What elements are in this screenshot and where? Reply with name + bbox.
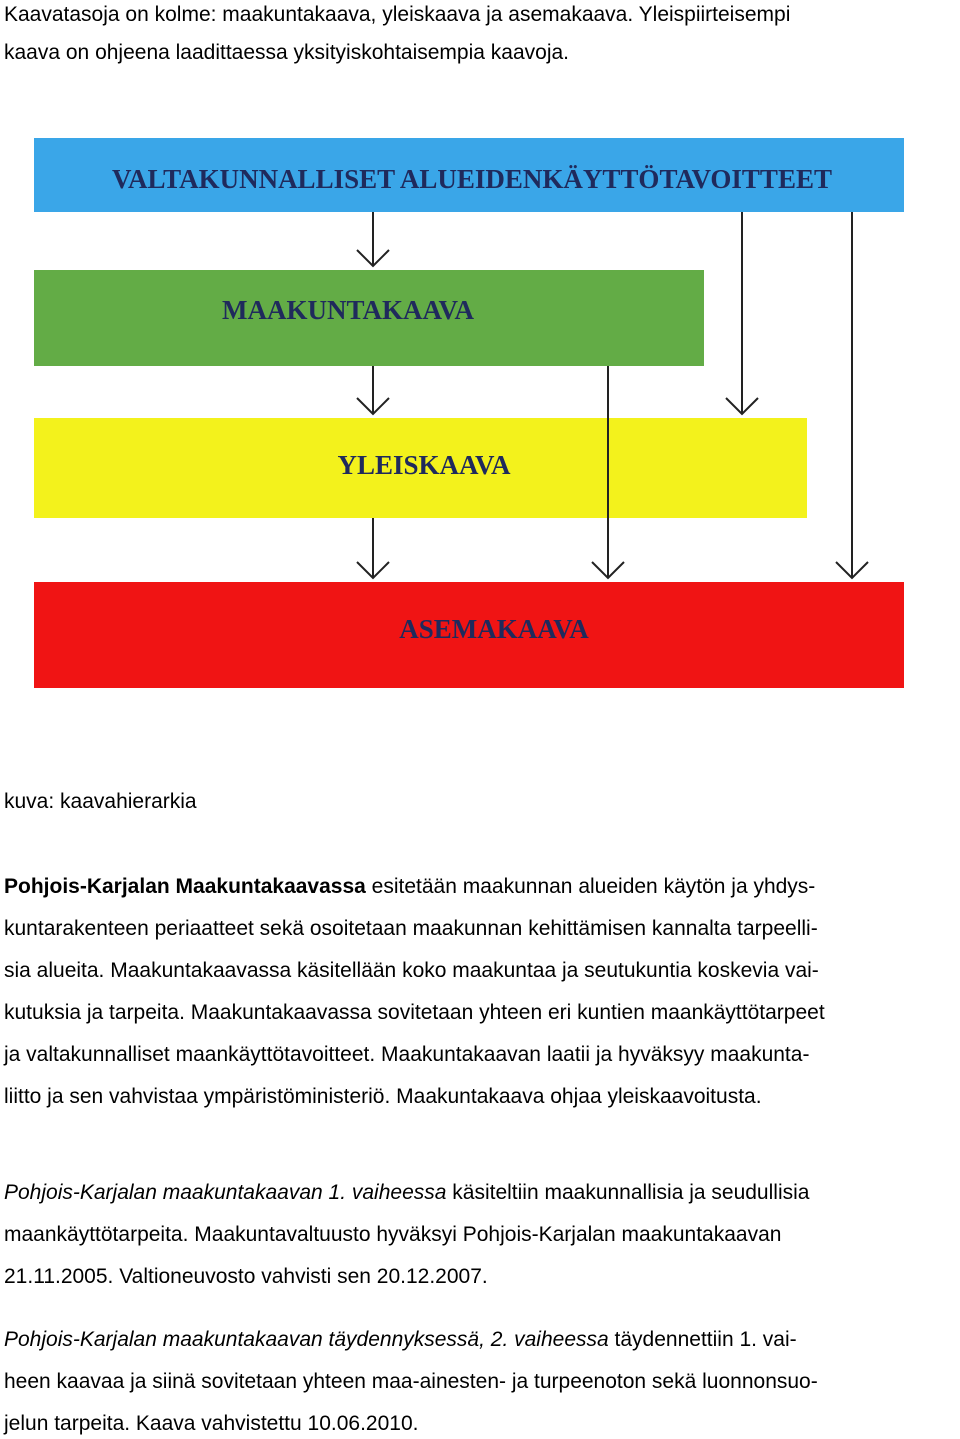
arrow-goals-to-regional	[357, 212, 389, 266]
para1-line-2: kuntarakenteen periaatteet sekä osoitetaan maakunnan kehittämisen kannalta tarpeelli-	[4, 917, 818, 940]
intro-line-2: kaava on ohjeena laadittaessa yksityiskohtaisempia kaavoja.	[4, 41, 570, 64]
para1-line-4: kutuksia ja tarpeita. Maakuntakaavassa sovitetaan yhteen eri kuntien maankäyttötarpeet	[4, 1001, 825, 1024]
plan-hierarchy-diagram	[0, 0, 960, 700]
arrow-master-to-detailed	[357, 518, 389, 578]
level-label-regional-plan: MAAKUNTAKAAVA	[221, 295, 475, 325]
para2-line-3: 21.11.2005. Valtioneuvosto vahvisti sen 20.12.2007.	[4, 1265, 488, 1288]
arrow-goals-to-master	[726, 212, 758, 414]
para1-line-3: sia alueita. Maakuntakaavassa käsitellään koko maakuntaa ja seutukuntia koskevia vai-	[4, 959, 819, 982]
para3-italic-title: Pohjois-Karjalan maakuntakaavan täydennyksessä, 2. vaiheessa	[4, 1328, 609, 1351]
level-label-detailed-plan: ASEMAKAAVA	[399, 614, 589, 644]
arrow-regional-to-master	[357, 366, 389, 414]
para2-italic-title: Pohjois-Karjalan maakuntakaavan 1. vaiheessa	[4, 1181, 447, 1204]
para1-line-6: liitto ja sen vahvistaa ympäristöministeriö. Maakuntakaava ohjaa yleiskaavoitusta.	[4, 1085, 762, 1108]
para3-line-2: heen kaavaa ja siinä sovitetaan yhteen maa-ainesten- ja turpeenoton sekä luonnonsuo-	[4, 1370, 818, 1393]
para3-line-3: jelun tarpeita. Kaava vahvistettu 10.06.2010.	[4, 1412, 419, 1435]
para1-line-5: ja valtakunnalliset maankäyttötavoitteet. Maakuntakaavan laatii ja hyväksyy maakunta-	[4, 1043, 810, 1066]
para3-line-1-rest: täydennettiin 1. vai-	[608, 1328, 797, 1351]
arrow-goals-to-detailed	[836, 212, 868, 578]
para1-line-1-rest: esitetään maakunnan alueiden käytön ja yhdys-	[365, 875, 816, 898]
para2-line-1-rest: käsiteltiin maakunnallisia ja seudullisia	[446, 1181, 810, 1204]
intro-line-1: Kaavatasoja on kolme: maakuntakaava, yleiskaava ja asemakaava. Yleispiirteisempi	[4, 3, 791, 26]
para2-line-1	[4, 1178, 809, 1208]
para1-bold-title: Pohjois-Karjalan Maakuntakaavassa	[4, 875, 366, 898]
para1-line-1	[4, 872, 815, 902]
para2-line-2: maankäyttötarpeita. Maakuntavaltuusto hyväksyi Pohjois-Karjalan maakuntakaavan	[4, 1223, 782, 1246]
level-label-national-goals: VALTAKUNNALLISET ALUEIDENKÄYTTÖTAVOITTEET	[112, 164, 832, 194]
level-label-master-plan: YLEISKAAVA	[337, 450, 511, 480]
para3-line-1	[4, 1325, 797, 1355]
figure-caption: kuva: kaavahierarkia	[4, 790, 197, 813]
